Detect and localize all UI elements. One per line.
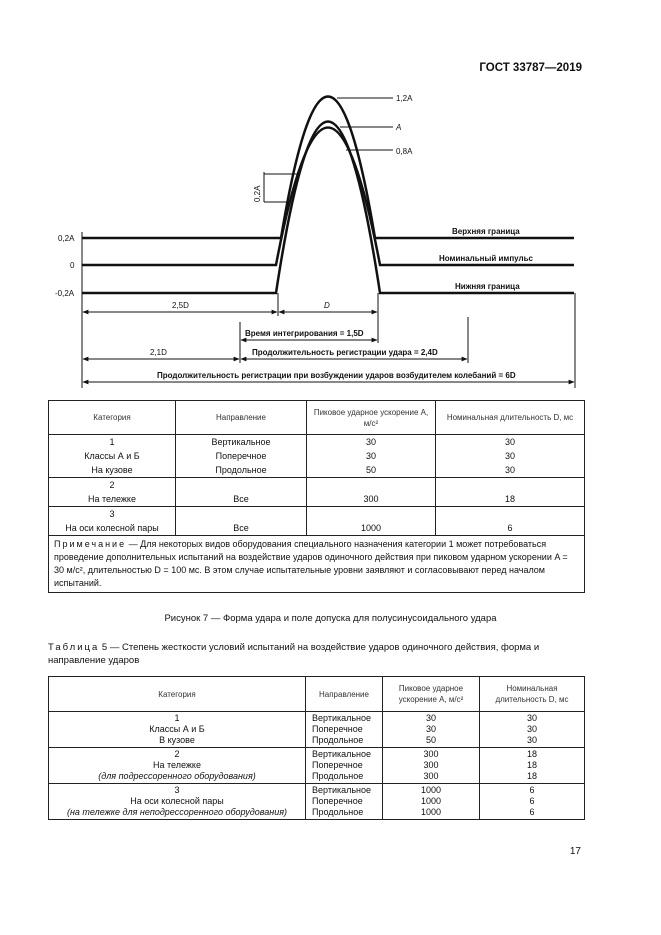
y-label-minus: -0,2A: [55, 289, 75, 298]
figure-caption: Рисунок 7 — Форма удара и поле допуска для полусинусоидального удара: [164, 613, 497, 624]
figure7-table: [48, 400, 585, 593]
upper-boundary-label: Верхняя граница: [452, 227, 520, 236]
t1-header-category: Категория: [49, 401, 176, 435]
t1-header-acceleration: Пиковое ударное ускорение A, м/с²: [307, 401, 436, 435]
dim-full-registration: Продолжительность регистрации при возбуждении ударов возбудителем колебаний = 6D: [157, 371, 516, 380]
dim-integration: Время интегрирования = 1,5D: [245, 329, 364, 338]
t5-header-direction: Направление: [306, 677, 383, 712]
table-row: 1 Вертикальное 30 30: [49, 435, 585, 450]
t1-header-duration: Номинальная длительность D, мс: [436, 401, 585, 435]
table-row: 1 Классы А и Б В кузове Вертикальное Поперечное Продольное 30 30 50 30 30 30: [49, 712, 585, 748]
nominal-pulse-line: [82, 128, 574, 266]
table-row: 3: [49, 507, 585, 522]
table5: [48, 676, 585, 820]
t5-header-category: Категория: [49, 677, 306, 712]
nominal-pulse-label: Номинальный импульс: [439, 254, 533, 263]
table-row: На оси колесной пары Все 1000 6: [49, 521, 585, 536]
dim-registration-duration: Продолжительность регистрации удара = 2,4D: [252, 348, 438, 357]
note-label: Примечание: [54, 539, 127, 549]
t5-header-duration: Номинальная длительность D, мс: [480, 677, 585, 712]
y-label-plus: 0,2A: [58, 234, 75, 243]
lower-boundary-line: [82, 122, 574, 294]
peak-label-upper: 1,2A: [396, 94, 413, 103]
table5-caption-label: Таблица: [48, 642, 100, 653]
t1-header-direction: Направление: [176, 401, 307, 435]
table5-caption-number: 5: [101, 642, 108, 653]
peak-label-nominal: A: [396, 123, 402, 132]
table-note: [49, 536, 585, 593]
table-row: 2: [49, 478, 585, 493]
dim-pre-pulse: 2,5D: [172, 301, 189, 310]
upper-boundary-line: [82, 97, 574, 239]
tolerance-label: 0,2A: [253, 185, 262, 202]
table5-caption: [48, 641, 585, 667]
table5-caption-text: — Степень жесткости условий испытаний на воздействие ударов одиночного действия, форма и направление ударов: [48, 642, 540, 666]
document-code: ГОСТ 33787—2019: [479, 62, 582, 74]
lower-boundary-label: Нижняя граница: [455, 282, 520, 291]
table-row: На тележке Все 300 18: [49, 492, 585, 507]
table-row: 3 На оси колесной пары (на тележке для неподрессоренного оборудования) Вертикальное Поперечное Продольное 1000 1000 1000 6 6 6: [49, 784, 585, 820]
dim-duration: D: [324, 301, 330, 310]
shock-pulse-diagram: [0, 0, 661, 400]
dim-pre-registration: 2,1D: [150, 348, 167, 357]
table-row: 2 На тележке (для подрессоренного оборудования) Вертикальное Поперечное Продольное 300 300 300 18 18 18: [49, 748, 585, 784]
t5-header-acceleration: Пиковое ударное ускорение А, м/с²: [383, 677, 480, 712]
table-row: На кузове Продольное 50 30: [49, 463, 585, 478]
table-row: Классы А и Б Поперечное 30 30: [49, 449, 585, 463]
peak-label-lower: 0,8A: [396, 147, 413, 156]
y-label-zero: 0: [70, 261, 75, 270]
page-number: 17: [569, 846, 581, 857]
note-text: — Для некоторых видов оборудования специального назначения категории 1 может потребоваться проведение дополнительных испытаний на воздействие ударов одиночного действия при пиковом ударном ускорении A = 30 м/с², длительностью D = 100 мс. В этом случае испытательные уровни заявляют и согласовывают перед началом испытаний.: [54, 539, 568, 588]
